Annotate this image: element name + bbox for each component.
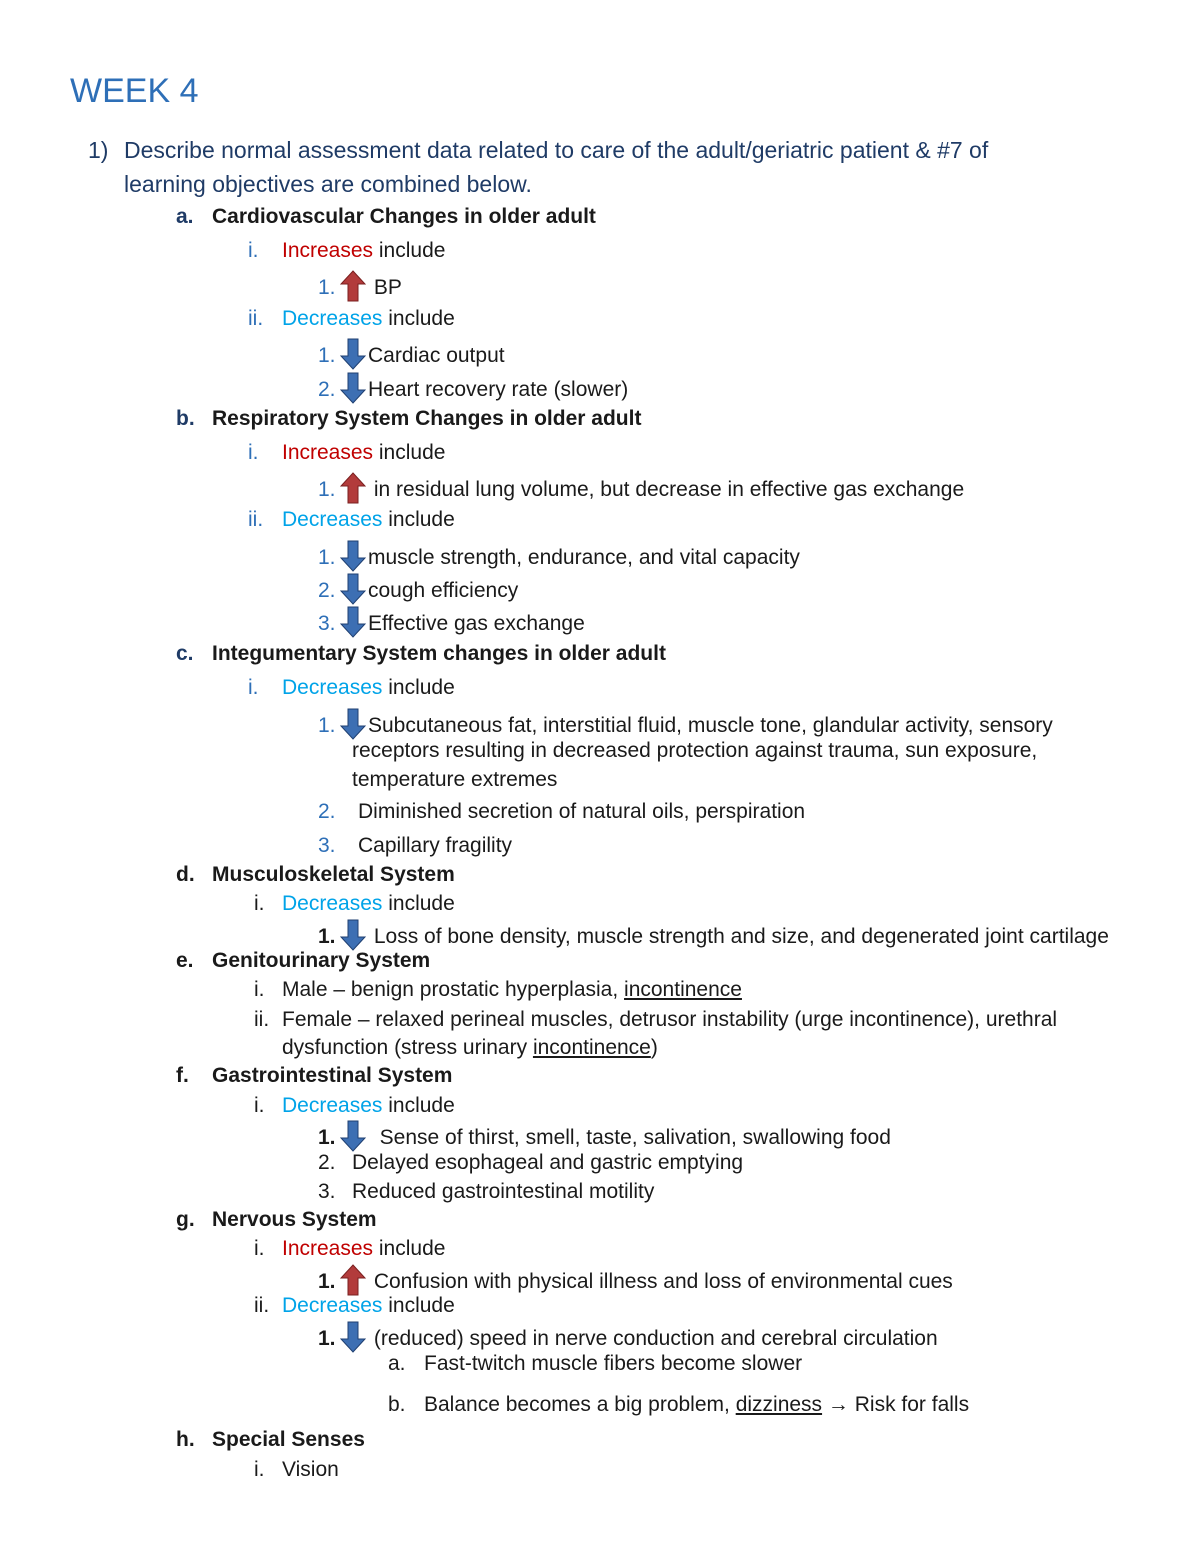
item-number: ii. <box>248 508 264 531</box>
section-letter: a. <box>176 205 194 228</box>
item-number: 2. <box>318 800 336 823</box>
section-special-senses <box>176 1426 365 1454</box>
musc-decreases <box>254 890 455 918</box>
integ-dec-item-1 <box>318 708 1053 740</box>
cardio-dec-item-2 <box>318 372 628 404</box>
integ-dec-item-1-cont-2: temperature extremes <box>352 768 558 791</box>
objective-number: 1) <box>88 137 109 163</box>
arrow-up-icon <box>340 472 366 504</box>
resp-dec-item-3 <box>318 606 585 638</box>
item-number: 1. <box>318 1327 336 1350</box>
item-text: muscle strength, endurance, and vital capacity <box>368 546 800 569</box>
include-text: include <box>382 1294 455 1317</box>
cardio-decreases <box>248 305 455 333</box>
senses-vision <box>254 1456 339 1484</box>
decreases-label: Decreases <box>282 1294 383 1317</box>
item-text: Loss of bone density, muscle strength and size, and degenerated joint cartilage <box>368 925 1109 948</box>
genito-female-cont <box>282 1034 658 1062</box>
section-nervous <box>176 1206 377 1234</box>
item-number: ii. <box>254 1008 270 1031</box>
nervous-dec-sub-b <box>388 1391 969 1419</box>
item-number: i. <box>254 892 265 915</box>
integ-decreases <box>248 674 455 702</box>
arrow-down-icon <box>340 1321 366 1353</box>
section-heading: Musculoskeletal System <box>212 863 455 886</box>
decreases-label: Decreases <box>282 508 383 531</box>
section-heading: Genitourinary System <box>212 949 431 972</box>
decreases-label: Decreases <box>282 1094 383 1117</box>
include-text: include <box>382 1094 455 1117</box>
section-genitourinary <box>176 947 430 975</box>
nervous-dec-sub-a <box>388 1350 802 1378</box>
item-text: cough efficiency <box>368 579 519 602</box>
genito-male <box>254 976 742 1004</box>
item-number: 1. <box>318 478 336 501</box>
arrow-down-icon <box>340 708 366 740</box>
arrow-down-icon <box>340 338 366 370</box>
item-text: in residual lung volume, but decrease in effective gas exchange <box>368 478 965 501</box>
item-number: i. <box>254 1237 265 1260</box>
item-text: Capillary fragility <box>358 834 513 857</box>
objective-text-1: Describe normal assessment data related to care of the adult/geriatric patient & #7 of <box>124 137 989 163</box>
item-number: 1. <box>318 1270 336 1293</box>
nervous-decreases <box>254 1292 455 1320</box>
section-heading: Gastrointestinal System <box>212 1064 453 1087</box>
item-number: 3. <box>318 612 336 635</box>
item-text: Heart recovery rate (slower) <box>368 378 629 401</box>
item-number: 2. <box>318 378 336 401</box>
section-letter: g. <box>176 1208 195 1231</box>
item-number: 2. <box>318 1151 336 1174</box>
section-letter: e. <box>176 949 194 972</box>
integ-dec-item-1-cont-1: receptors resulting in decreased protection against trauma, sun exposure, <box>352 739 1038 762</box>
gastro-dec-item-3 <box>318 1178 654 1206</box>
item-number: 3. <box>318 834 336 857</box>
item-text: Confusion with physical illness and loss of environmental cues <box>368 1270 953 1293</box>
section-cardiovascular <box>176 203 596 231</box>
item-text: dysfunction (stress urinary <box>282 1036 533 1059</box>
musc-dec-item-1 <box>318 919 1109 951</box>
increases-label: Increases <box>282 1237 374 1260</box>
section-letter: c. <box>176 642 194 665</box>
resp-dec-item-1 <box>318 540 800 572</box>
gastro-dec-item-1 <box>318 1120 891 1152</box>
item-text: Fast-twitch muscle fibers become slower <box>424 1352 803 1375</box>
arrow-down-icon <box>340 1120 366 1152</box>
item-text-underlined: incontinence <box>532 1036 651 1059</box>
resp-increases <box>248 439 445 467</box>
cardio-increases <box>248 237 445 265</box>
item-number: 1. <box>318 276 336 299</box>
nervous-dec-item-1 <box>318 1321 938 1353</box>
cardio-inc-item-1 <box>318 270 402 302</box>
item-number: 1. <box>318 714 336 737</box>
page-title: WEEK 4 <box>70 72 199 110</box>
include-text: include <box>382 676 455 699</box>
item-number: i. <box>254 1094 265 1117</box>
item-text: BP <box>368 276 402 299</box>
decreases-label: Decreases <box>282 676 383 699</box>
section-letter: d. <box>176 863 195 886</box>
item-text: Reduced gastrointestinal motility <box>352 1180 655 1203</box>
item-number: 1. <box>318 1126 336 1149</box>
section-musculoskeletal <box>176 861 455 889</box>
integ-dec-item-3 <box>318 832 512 860</box>
arrow-down-icon <box>340 540 366 572</box>
decreases-label: Decreases <box>282 892 383 915</box>
section-letter: h. <box>176 1428 195 1451</box>
arrow-up-icon <box>340 270 366 302</box>
section-respiratory <box>176 405 641 433</box>
item-text: ) <box>650 1036 658 1059</box>
section-heading: Respiratory System Changes in older adult <box>212 407 642 430</box>
arrow-down-icon <box>340 372 366 404</box>
include-text: include <box>382 508 455 531</box>
item-text-underlined: incontinence <box>624 978 742 1001</box>
item-text: → Risk for falls <box>822 1393 970 1416</box>
item-text: Delayed esophageal and gastric emptying <box>352 1151 744 1174</box>
item-text: Effective gas exchange <box>368 612 585 635</box>
item-text: Vision <box>282 1458 339 1481</box>
resp-dec-item-2 <box>318 573 518 605</box>
item-number: 2. <box>318 579 336 602</box>
item-text: Sense of thirst, smell, taste, salivation, swallowing food <box>368 1126 891 1149</box>
item-number: i. <box>248 239 259 262</box>
item-number: ii. <box>248 307 264 330</box>
arrow-down-icon <box>340 573 366 605</box>
include-text: include <box>373 441 446 464</box>
genito-female <box>254 1006 1057 1034</box>
item-text: (reduced) speed in nerve conduction and cerebral circulation <box>368 1327 938 1350</box>
integ-dec-item-2 <box>318 798 805 826</box>
include-text: include <box>373 239 446 262</box>
item-number: b. <box>388 1393 406 1416</box>
increases-label: Increases <box>282 239 374 262</box>
cardio-dec-item-1 <box>318 338 505 370</box>
resp-inc-item-1 <box>318 472 964 504</box>
gastro-dec-item-2 <box>318 1149 743 1177</box>
gastro-decreases <box>254 1092 455 1120</box>
item-text: Diminished secretion of natural oils, perspiration <box>358 800 806 823</box>
item-text-underlined: dizziness <box>735 1393 823 1416</box>
include-text: include <box>382 307 455 330</box>
nervous-increases <box>254 1235 445 1263</box>
section-gastrointestinal <box>176 1062 452 1090</box>
item-text: Subcutaneous fat, interstitial fluid, muscle tone, glandular activity, sensory <box>368 714 1053 737</box>
decreases-label: Decreases <box>282 307 383 330</box>
item-text: Balance becomes a big problem, <box>424 1393 736 1416</box>
section-heading: Special Senses <box>212 1428 365 1451</box>
objective-line-2: learning objectives are combined below. <box>124 171 532 197</box>
section-heading: Nervous System <box>212 1208 377 1231</box>
include-text: include <box>373 1237 446 1260</box>
item-number: i. <box>254 978 265 1001</box>
section-integumentary <box>176 640 666 668</box>
item-number: 3. <box>318 1180 336 1203</box>
item-number: a. <box>388 1352 406 1375</box>
item-number: i. <box>254 1458 265 1481</box>
objective-line-1 <box>88 136 988 164</box>
item-number: i. <box>248 441 259 464</box>
item-text: Male – benign prostatic hyperplasia, <box>282 978 625 1001</box>
item-number: 1. <box>318 925 336 948</box>
arrow-down-icon <box>340 606 366 638</box>
section-letter: b. <box>176 407 195 430</box>
increases-label: Increases <box>282 441 374 464</box>
section-heading: Cardiovascular Changes in older adult <box>212 205 596 228</box>
item-number: 1. <box>318 344 336 367</box>
item-number: ii. <box>254 1294 270 1317</box>
item-text: Cardiac output <box>368 344 505 367</box>
include-text: include <box>382 892 455 915</box>
section-heading: Integumentary System changes in older adult <box>212 642 666 665</box>
section-letter: f. <box>176 1064 189 1087</box>
item-number: 1. <box>318 546 336 569</box>
resp-decreases <box>248 506 455 534</box>
item-number: i. <box>248 676 259 699</box>
item-text: Female – relaxed perineal muscles, detrusor instability (urge incontinence), urethral <box>282 1008 1058 1031</box>
